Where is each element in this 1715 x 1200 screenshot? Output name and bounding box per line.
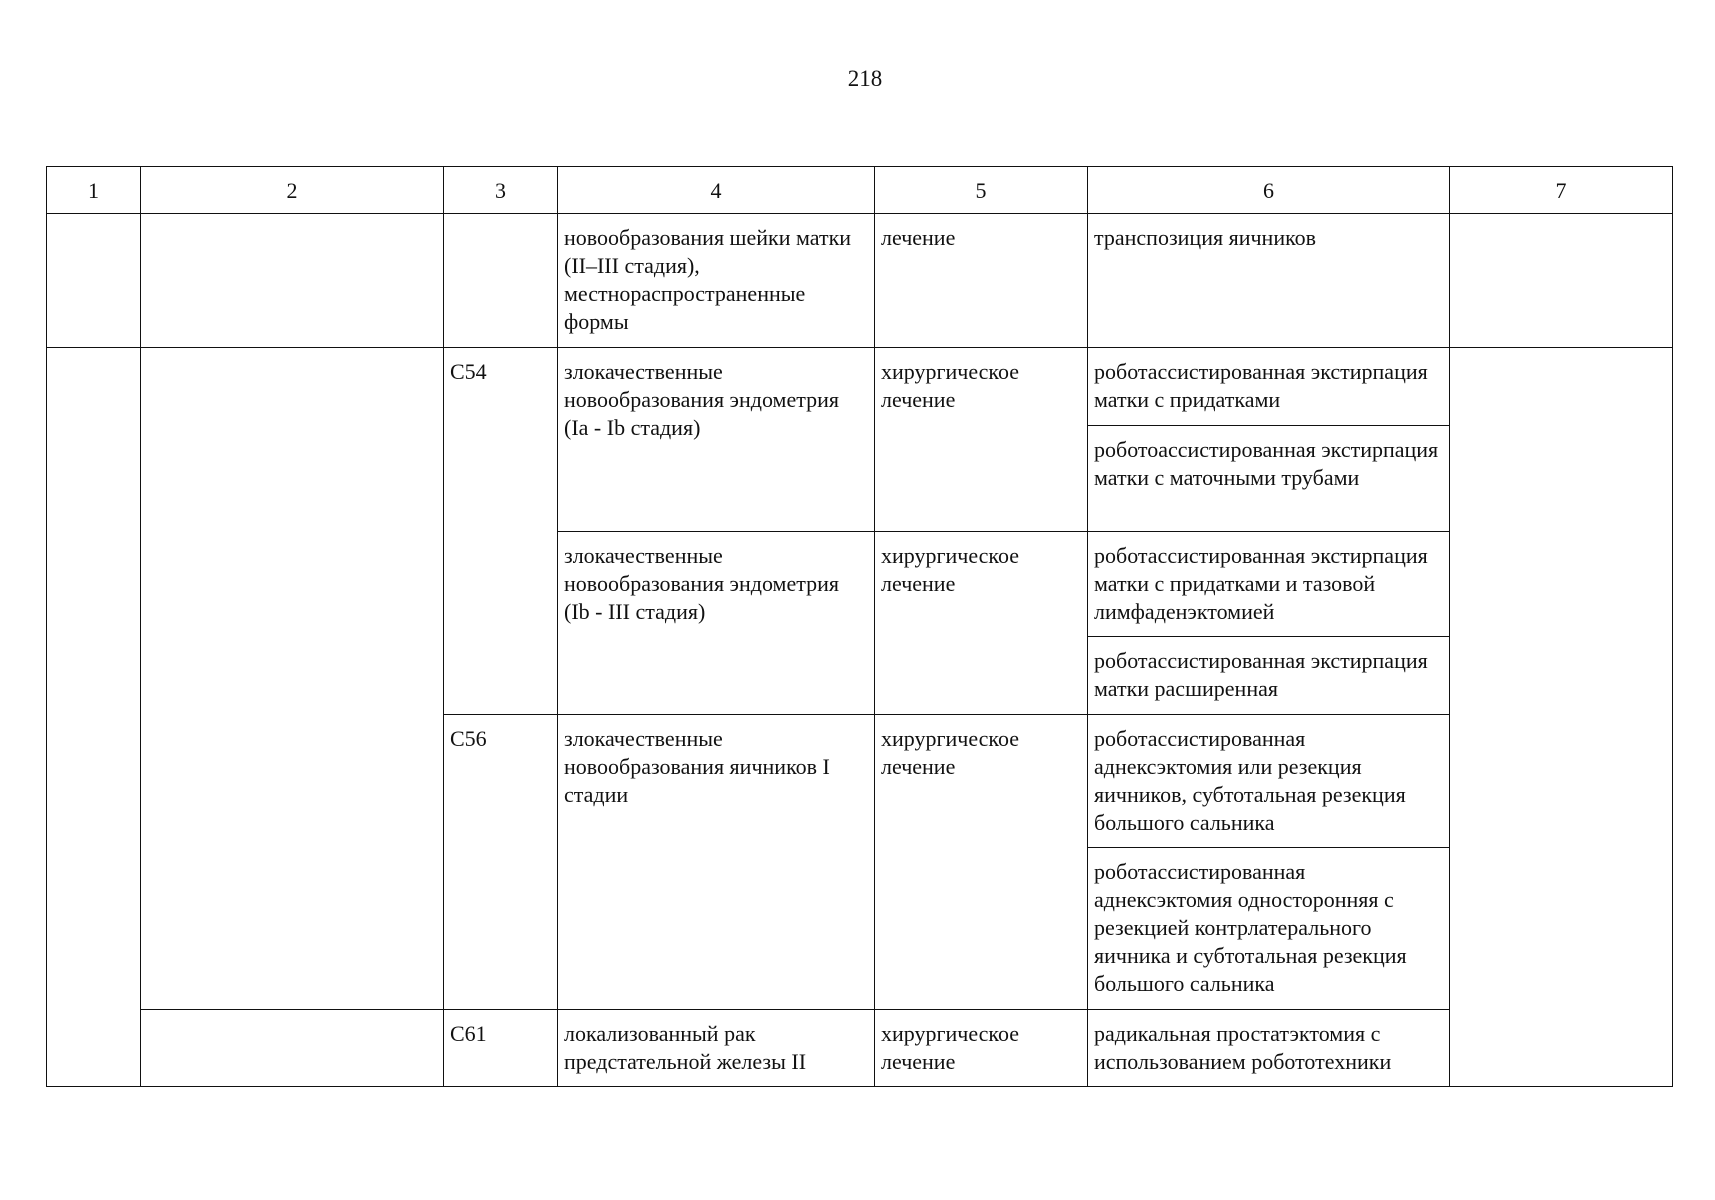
code-cell: C61 bbox=[444, 1010, 558, 1087]
treatment-cell: хирургическое лечение bbox=[875, 1010, 1088, 1087]
diagnosis-cell: злокачественные новообразования яичников I стадии bbox=[558, 715, 875, 1010]
treatment-cell: лечение bbox=[875, 214, 1088, 348]
code-cell: C54 bbox=[444, 348, 558, 715]
empty-cell bbox=[141, 348, 444, 1010]
table-row bbox=[47, 214, 1673, 348]
treatment-cell: хирургическое лечение bbox=[875, 348, 1088, 532]
column-number: 3 bbox=[444, 167, 558, 214]
method-cell: роботассистированная экстирпация матки с придатками bbox=[1088, 348, 1450, 426]
column-number: 7 bbox=[1450, 167, 1673, 214]
empty-cell bbox=[141, 214, 444, 348]
column-number: 1 bbox=[47, 167, 141, 214]
method-cell: транспозиция яичников bbox=[1088, 214, 1450, 348]
treatment-cell: хирургическое лечение bbox=[875, 715, 1088, 1010]
code-cell: C56 bbox=[444, 715, 558, 1010]
table-row bbox=[47, 348, 1673, 426]
method-cell: роботассистированная экстирпация матки с придатками и тазовой лимфаденэктомией bbox=[1088, 532, 1450, 637]
method-cell: роботассистированная аднексэктомия или резекция яичников, субтотальная резекция большого сальника bbox=[1088, 715, 1450, 848]
procedures-table bbox=[46, 166, 1673, 1087]
page-number: 218 bbox=[847, 66, 883, 91]
diagnosis-cell: злокачественные новообразования эндометрия (Ia - Ib стадия) bbox=[558, 348, 875, 532]
empty-cell bbox=[47, 348, 141, 1087]
method-cell: роботассистированная экстирпация матки расширенная bbox=[1088, 637, 1450, 715]
empty-cell bbox=[141, 1010, 444, 1087]
empty-cell bbox=[444, 214, 558, 348]
column-number: 5 bbox=[875, 167, 1088, 214]
table-row bbox=[47, 1010, 1673, 1087]
column-number-row bbox=[47, 167, 1673, 214]
method-cell: роботассистированная аднексэктомия односторонняя с резекцией контрлатерального яичника и субтотальная резекция большого сальника bbox=[1088, 848, 1450, 1010]
method-cell: радикальная простатэктомия с использованием робототехники bbox=[1088, 1010, 1450, 1087]
diagnosis-cell: локализованный рак предстательной железы II bbox=[558, 1010, 875, 1087]
empty-cell bbox=[1450, 214, 1673, 348]
diagnosis-cell: новообразования шейки матки (II–III стадия), местнораспространенные формы bbox=[558, 214, 875, 348]
column-number: 2 bbox=[141, 167, 444, 214]
diagnosis-cell: злокачественные новообразования эндометрия (Ib - III стадия) bbox=[558, 532, 875, 715]
method-cell: роботоассистированная экстирпация матки с маточными трубами bbox=[1088, 426, 1450, 532]
column-number: 4 bbox=[558, 167, 875, 214]
empty-cell bbox=[47, 214, 141, 348]
empty-cell bbox=[1450, 348, 1673, 1087]
treatment-cell: хирургическое лечение bbox=[875, 532, 1088, 715]
column-number: 6 bbox=[1088, 167, 1450, 214]
